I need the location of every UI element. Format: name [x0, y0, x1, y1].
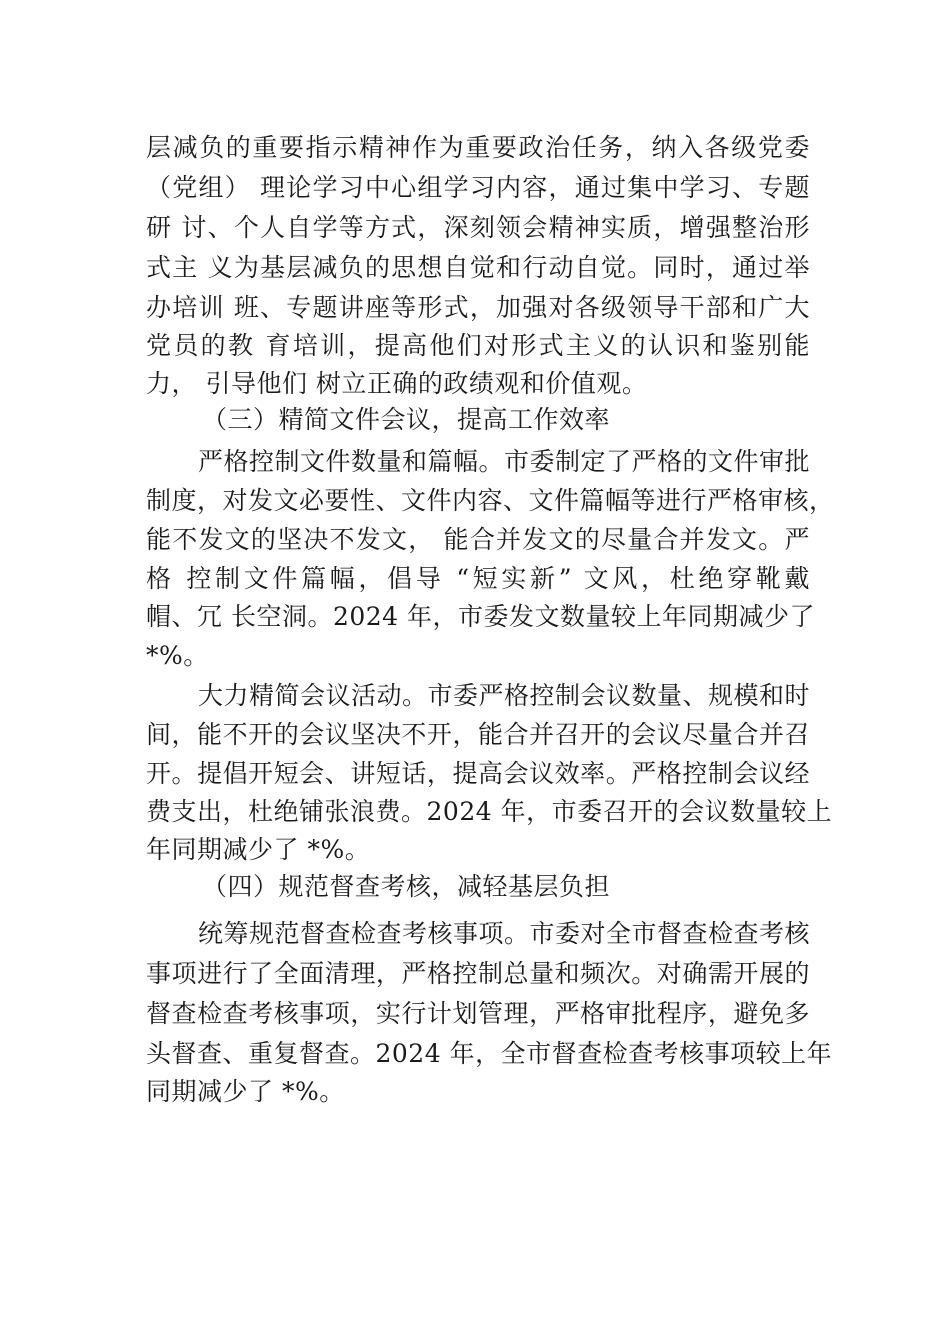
paragraph-3-line-5: 年同期减少了 *%。: [146, 835, 371, 864]
paragraph-3-line-4: 费支出，杜绝铺张浪费。2024 年，市委召开的会议数量较上: [146, 797, 833, 826]
paragraph-1-line-4: 式主 义为基层减负的思想自觉和行动自觉。同时，通过举: [146, 253, 810, 282]
paragraph-1-line-3: 研 讨、个人自学等方式，深刻领会精神实质，增强整治形: [146, 213, 810, 242]
paragraph-2-line-5: 帽、冗 长空洞。2024 年，市委发文数量较上年同期减少了: [146, 602, 816, 631]
paragraph-3-line-2: 间，能不开的会议坚决不开，能合并召开的会议尽量合并召: [146, 720, 810, 749]
section-heading-3: （三）精简文件会议，提高工作效率: [202, 405, 611, 434]
paragraph-2-line-4: 格 控制文件篇幅，倡导 “短实新” 文风，杜绝穿靴戴: [146, 564, 810, 593]
paragraph-1-line-7: 力， 引导他们 树立正确的政绩观和价值观。: [146, 369, 648, 398]
paragraph-4-line-3: 督查检查考核事项，实行计划管理，严格审批程序，避免多: [146, 999, 810, 1028]
paragraph-2-line-3: 能不发文的坚决不发文， 能合并发文的尽量合并发文。严: [146, 525, 810, 554]
paragraph-1-line-6: 党员的教 育培训，提高他们对形式主义的认识和鉴别能: [146, 331, 810, 360]
paragraph-2-line-1: 严格控制文件数量和篇幅。市委制定了严格的文件审批: [198, 447, 811, 476]
paragraph-1-line-5: 办培训 班、专题讲座等形式，加强对各级领导干部和广大: [146, 293, 810, 322]
paragraph-4-line-5: 同期减少了 *%。: [146, 1077, 345, 1106]
paragraph-2-line-2: 制度，对发文必要性、文件内容、文件篇幅等进行严格审核，: [146, 486, 835, 515]
paragraph-3-line-1: 大力精简会议活动。市委严格控制会议数量、规模和时: [198, 681, 811, 710]
paragraph-3-line-3: 开。提倡开短会、讲短话，提高会议效率。严格控制会议经: [146, 759, 810, 788]
paragraph-1-line-2: （党组） 理论学习中心组学习内容，通过集中学习、专题: [146, 173, 810, 202]
paragraph-1-line-1: 层减负的重要指示精神作为重要政治任务，纳入各级党委: [146, 133, 810, 162]
paragraph-2-line-6: *%。: [146, 641, 209, 670]
paragraph-4-line-1: 统筹规范督查检查考核事项。市委对全市督查检查考核: [198, 919, 811, 948]
paragraph-4-line-4: 头督查、重复督查。2024 年，全市督查检查考核事项较上年: [146, 1039, 833, 1068]
paragraph-4-line-2: 事项进行了全面清理，严格控制总量和频次。对确需开展的: [146, 959, 810, 988]
section-heading-4: （四）规范督查考核，减轻基层负担: [202, 872, 611, 901]
